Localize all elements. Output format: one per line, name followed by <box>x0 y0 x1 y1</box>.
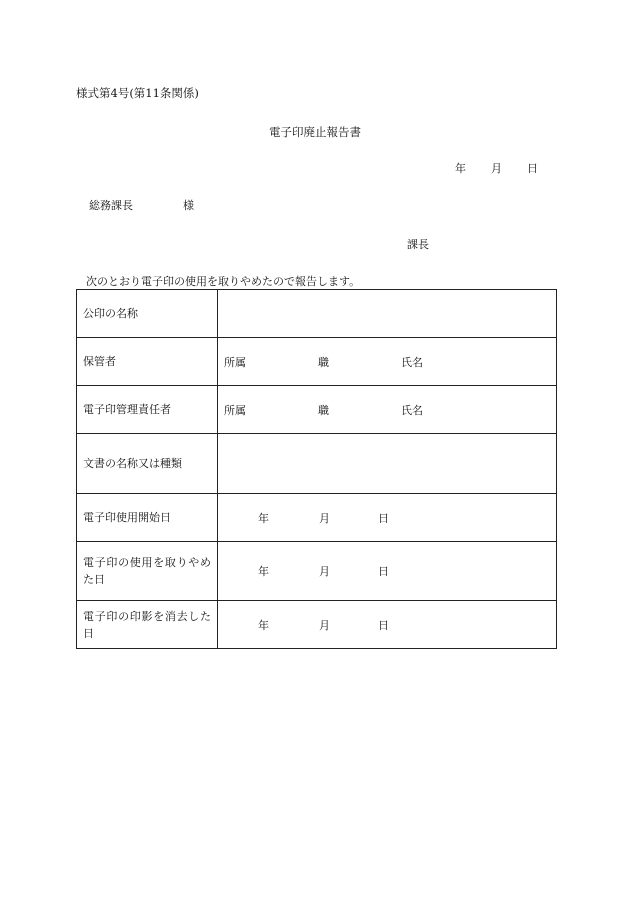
year-label: 年 <box>258 511 269 525</box>
addressee-title: 総務課長 <box>89 199 133 212</box>
form-number: 様式第4号(第11条関係) <box>76 86 199 100</box>
row-label: 電子印管理責任者 <box>77 386 218 434</box>
intro-text: 次のとおり電子印の使用を取りやめたので報告します。 <box>86 275 361 288</box>
stop-date-field[interactable] <box>218 542 557 601</box>
date-year-label: 年 <box>455 162 466 175</box>
sender-title: 課長 <box>407 238 429 251</box>
row-label: 保管者 <box>77 338 218 386</box>
name-label: 氏名 <box>401 403 423 417</box>
table-row-document-type <box>77 434 557 494</box>
month-label: 月 <box>319 618 330 632</box>
date-month-label: 月 <box>491 162 502 175</box>
start-date-field[interactable] <box>218 494 557 542</box>
row-label: 電子印の使用を取りやめた日 <box>77 542 218 601</box>
table-row-start-date <box>77 494 557 542</box>
table-row-seal-name <box>77 290 557 338</box>
month-label: 月 <box>319 565 330 578</box>
row-label: 公印の名称 <box>77 290 218 338</box>
document-type-field[interactable] <box>218 434 557 494</box>
month-label: 月 <box>319 511 330 525</box>
position-label: 職 <box>318 403 329 417</box>
name-label: 氏名 <box>401 355 423 369</box>
seal-name-field[interactable] <box>218 290 557 338</box>
row-label: 文書の名称又は種類 <box>77 434 218 494</box>
document-title: 電子印廃止報告書 <box>269 125 361 139</box>
day-label: 日 <box>378 618 389 632</box>
table-row-manager <box>77 386 557 434</box>
year-label: 年 <box>258 618 269 632</box>
date-day-label: 日 <box>527 162 538 175</box>
year-label: 年 <box>258 565 269 578</box>
addressee-honorific: 様 <box>183 199 194 212</box>
position-label: 職 <box>318 355 329 369</box>
day-label: 日 <box>378 565 389 578</box>
day-label: 日 <box>378 511 389 525</box>
table-row-custodian <box>77 338 557 386</box>
table-row-erase-date <box>77 601 557 649</box>
report-table <box>76 289 557 649</box>
row-label: 電子印の印影を消去した日 <box>77 601 218 649</box>
manager-field[interactable] <box>218 386 557 434</box>
row-label: 電子印使用開始日 <box>77 494 218 542</box>
affiliation-label: 所属 <box>224 355 246 369</box>
custodian-field[interactable] <box>218 338 557 386</box>
table-row-stop-date <box>77 542 557 601</box>
affiliation-label: 所属 <box>224 403 246 417</box>
erase-date-field[interactable] <box>218 601 557 649</box>
